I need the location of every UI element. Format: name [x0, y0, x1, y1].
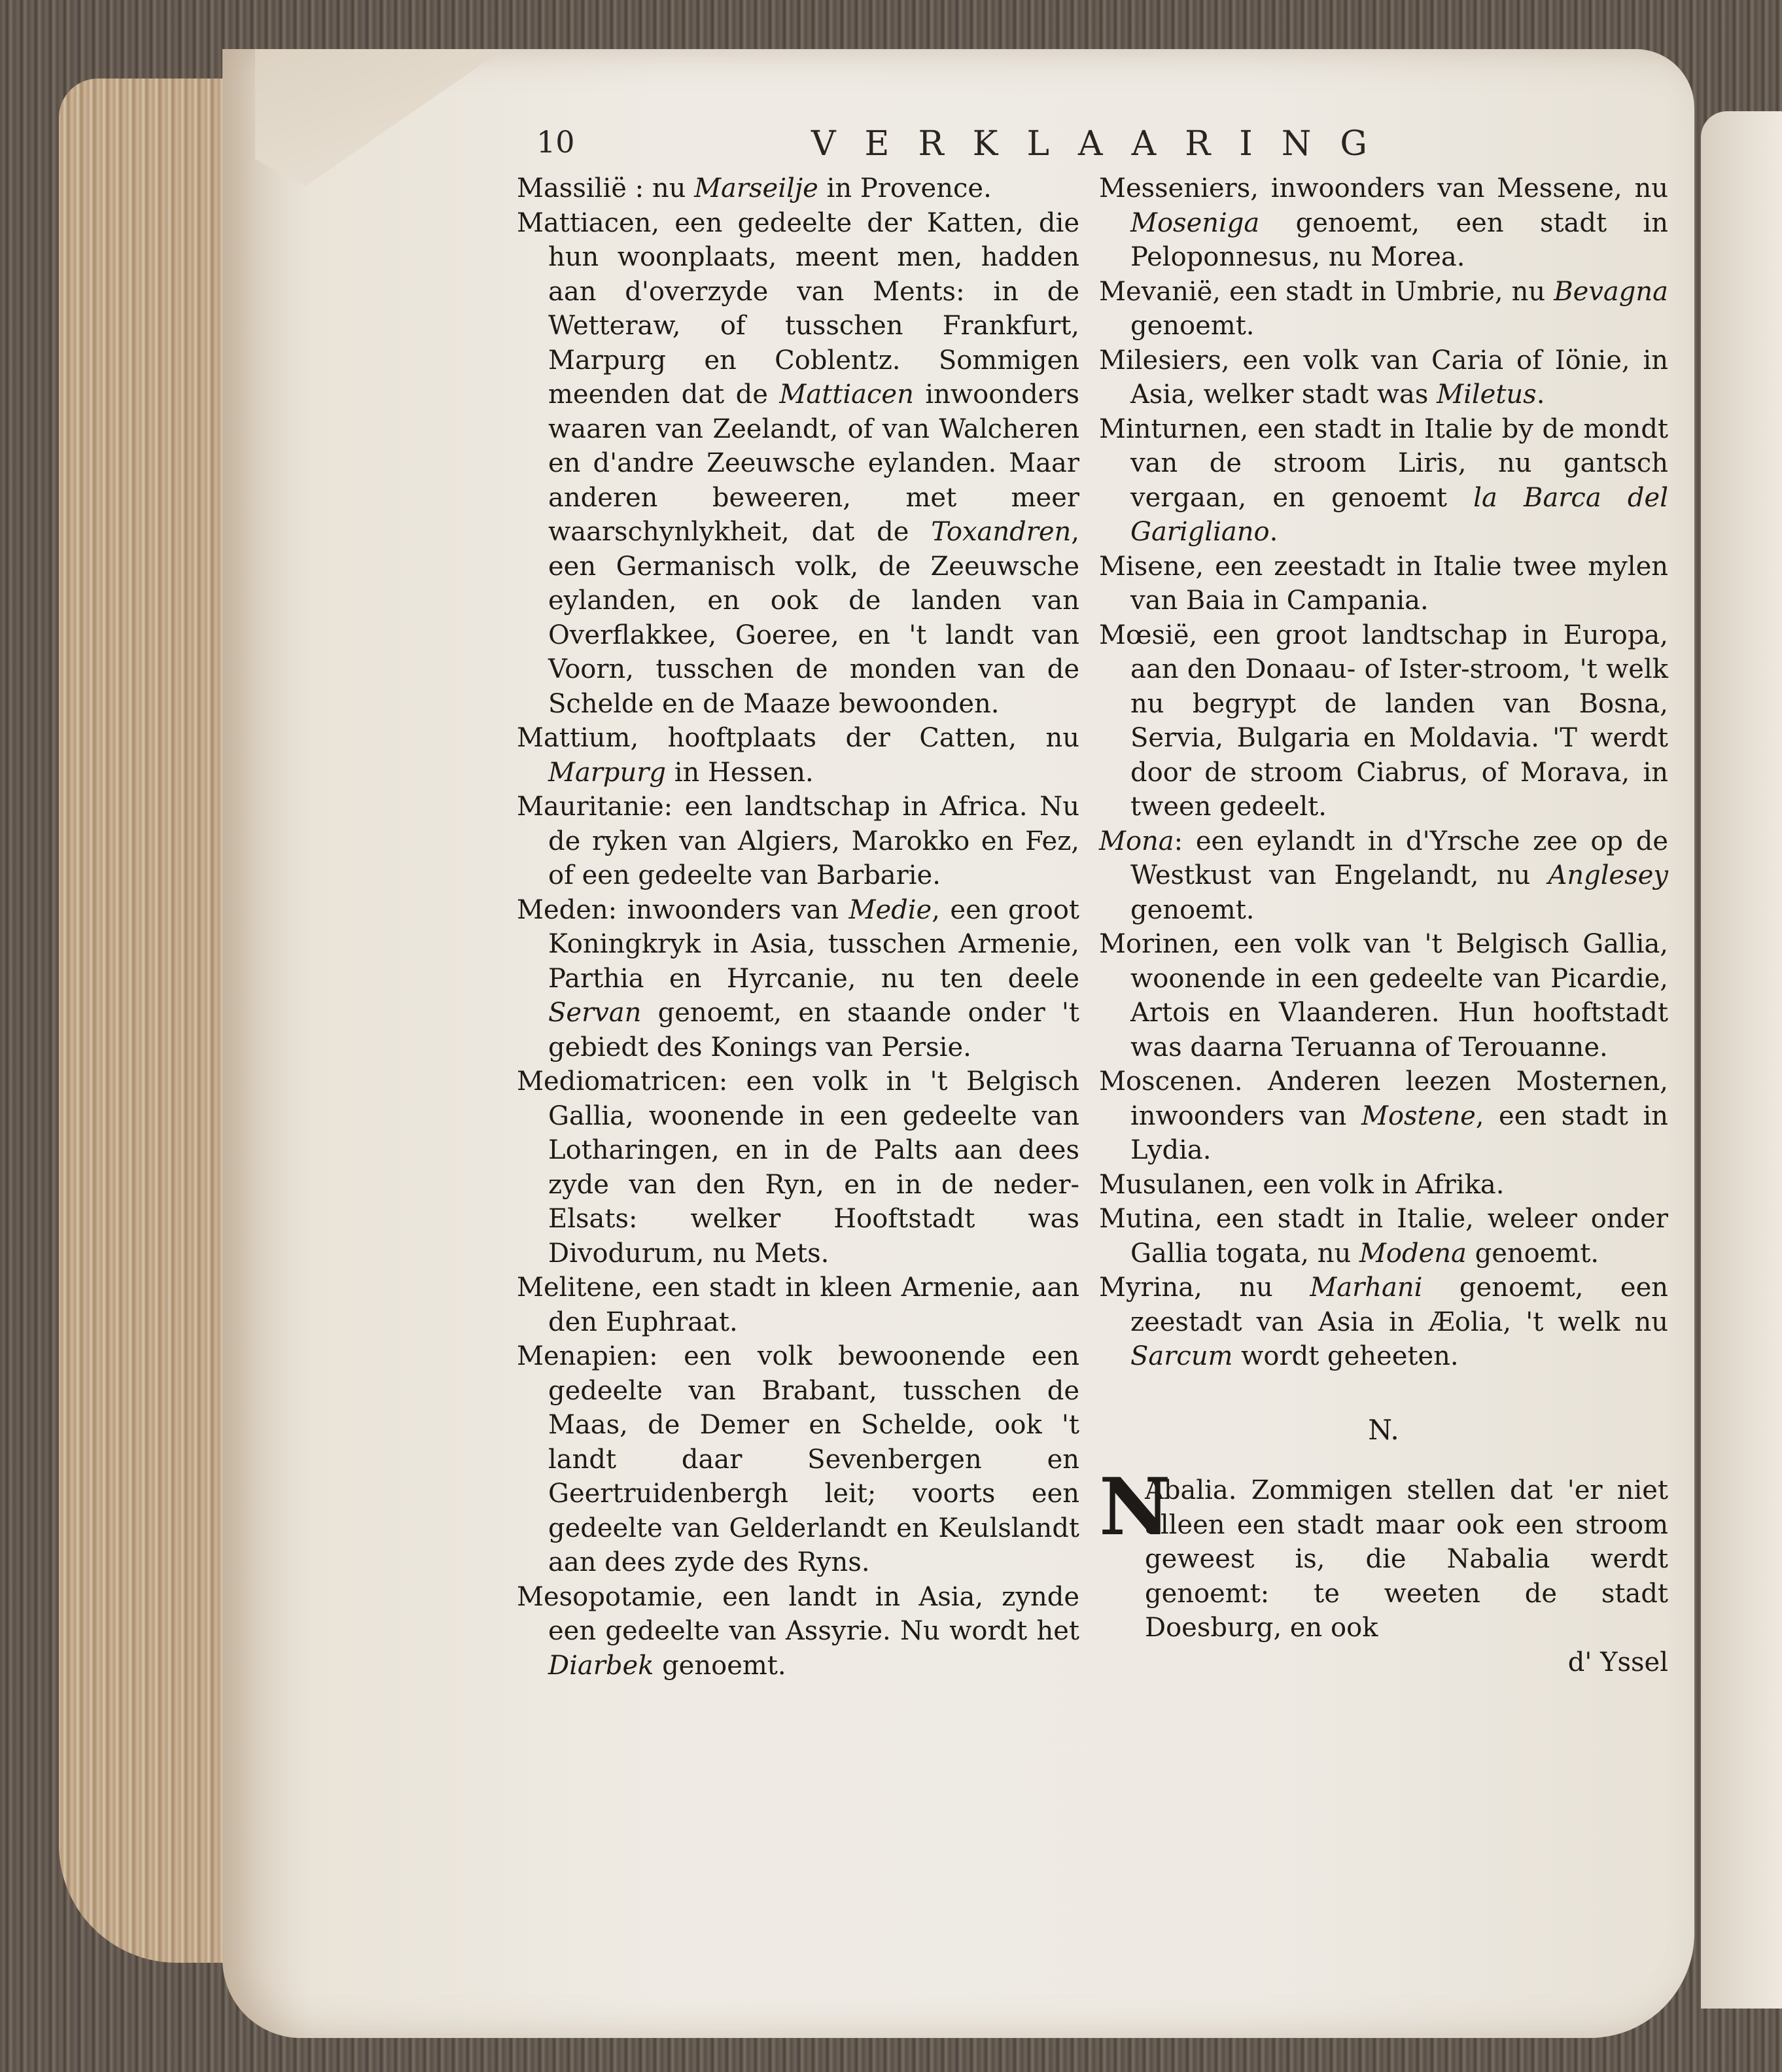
- italic-place-name: Miletus: [1437, 379, 1537, 410]
- glossary-entry: Mœsiё, een groot landtschap in Europa, aan den Donaau- of Ister-stroom, 't welk nu begrypt de landen van Bosna, Servia, Bulgaria en Moldavia. 'T werdt door de stroom Ciabrus, of Morava, in tween gedeelt.: [1099, 620, 1668, 822]
- facing-page-edge: [1701, 111, 1782, 2009]
- italic-place-name: Medie: [848, 894, 932, 925]
- glossary-entry: Musulanen, een volk in Afrika.: [1099, 1169, 1505, 1200]
- glossary-entry: Minturnen, een stadt in Italie by de mondt van de stroom Liris, nu gantsch vergaan, en genoemt la Barca del Garigliano.: [1099, 413, 1668, 547]
- page-number: 10: [536, 124, 575, 160]
- glossary-entry: Menapien: een volk bewoonende een gedeelte van Brabant, tusschen de Maas, de Demer en Schelde, ook 't landt daar Sevenbergen en Geertruidenbergh leit; voorts een gedeelte van Gelderlandt en Keulslandt aan dees zyde des Ryns.: [517, 1341, 1079, 1577]
- glossary-entry: Mutina, een stadt in Italie, weleer onder Gallia togata, nu Modena genoemt.: [1099, 1204, 1668, 1269]
- italic-place-name: Mattiacen: [779, 379, 914, 410]
- glossary-entry: Mattium, hooftplaats der Catten, nu Marpurg in Hessen.: [517, 723, 1079, 788]
- italic-place-name: Sarcum: [1130, 1341, 1233, 1371]
- right-column-entries: [1099, 171, 1668, 1374]
- catchword: d' Yssel: [1567, 1647, 1668, 1677]
- glossary-entry: Mediomatricen: een volk in 't Belgisch Gallia, woonende in een gedeelte van Lotharingen, en in de Palts aan dees zyde van den Ryn, en in de neder-Elsats: welker Hooftstadt was Divodurum, nu Mets.: [517, 1066, 1079, 1269]
- glossary-entry: Misene, een zeestadt in Italie twee mylen van Baia in Campania.: [1099, 551, 1668, 616]
- running-head: [536, 124, 1662, 170]
- glossary-entry: Messeniers, inwoonders van Messene, nu Moseniga genoemt, een stadt in Peloponnesus, nu Morea.: [1099, 173, 1668, 272]
- italic-place-name: Mostene: [1361, 1100, 1476, 1131]
- right-column: [1099, 171, 1668, 1679]
- section-letter: N.: [1368, 1413, 1399, 1446]
- italic-place-name: la Barca del Garigliano: [1130, 482, 1668, 547]
- italic-place-name: Anglesey: [1548, 860, 1668, 890]
- italic-place-name: Moseniga: [1130, 207, 1260, 238]
- glossary-entry: Milesiers, een volk van Caria of Iönie, in Asia, welker stadt was Miletus.: [1099, 345, 1668, 410]
- glossary-entry: Mevaniё, een stadt in Umbrie, nu Bevagna genoemt.: [1099, 276, 1668, 341]
- section-first-entry-text: Abalia. Zommigen stellen dat 'er niet alleen een stadt maar ook een stroom geweest is, die Nabalia werdt genoemt: te weeten de stadt Doesburg, en ook: [1145, 1475, 1668, 1643]
- italic-place-name: Marpurg: [548, 757, 667, 788]
- italic-place-name: Marhani: [1310, 1273, 1423, 1303]
- glossary-entry: Massiliё : nu Marseilje in Provence.: [517, 173, 992, 203]
- glossary-entry: Mattiacen, een gedeelte der Katten, die hun woonplaats, meent men, hadden aan d'overzyde van Ments: in de Wetteraw, of tusschen Frankfurt, Marpurg en Coblentz. Sommigen meenden dat de Mattiacen inwoonders waaren van Zeelandt, of van Walcheren en d'andre Zeeuwsche eylanden. Maar anderen beweeren, met meer waarschynlykheit, dat de Toxandren, een Germanisch volk, de Zeeuwsche eylanden, en ook de landen van Overflakkee, Goeree, en 't landt van Voorn, tusschen de monden van de Schelde en de Maaze bewoonden.: [517, 207, 1079, 719]
- glossary-entry: Morinen, een volk van 't Belgisch Gallia, woonende in een gedeelte van Picardie, Artois en Vlaanderen. Hun hooftstadt was daarna Teruanna of Terouanne.: [1099, 929, 1668, 1062]
- italic-place-name: Modena: [1359, 1238, 1467, 1269]
- left-column: [517, 171, 1079, 1683]
- glossary-entry: Mauritanie: een landtschap in Africa. Nu de ryken van Algiers, Marokko en Fez, of een gedeelte van Barbarie.: [517, 792, 1079, 890]
- section-first-entry: [1099, 1461, 1668, 1645]
- italic-place-name: Servan: [548, 998, 642, 1028]
- glossary-entry: Melitene, een stadt in kleen Armenie, aan den Euphraat.: [517, 1273, 1079, 1337]
- glossary-entry: Mesopotamie, een landt in Asia, zynde een gedeelte van Assyrie. Nu wordt het Diarbek genoemt.: [517, 1581, 1079, 1681]
- running-title: VERKLAARING: [811, 124, 1396, 164]
- italic-place-name: Toxandren: [931, 517, 1072, 547]
- italic-place-name: Bevagna: [1554, 276, 1668, 307]
- glossary-entry: Mona: een eylandt in d'Yrsche zee op de Westkust van Engelandt, nu Anglesey genoemt.: [1099, 826, 1668, 925]
- italic-place-name: Marseilje: [694, 173, 818, 203]
- italic-place-name: Mona: [1099, 826, 1174, 856]
- drop-cap: N: [1099, 1461, 1171, 1553]
- glossary-entry: Meden: inwoonders van Medie, een groot Koningkryk in Asia, tusschen Armenie, Parthia en Hyrcanie, nu ten deele Servan genoemt, en staande onder 't gebiedt des Konings van Persie.: [517, 894, 1080, 1062]
- glossary-entry: Moscenen. Anderen leezen Mosternen, inwoonders van Mostene, een stadt in Lydia.: [1099, 1066, 1669, 1165]
- glossary-entry: Myrina, nu Marhani genoemt, een zeestadt van Asia in Æolia, 't welk nu Sarcum wordt geheeten.: [1099, 1273, 1669, 1371]
- italic-place-name: Diarbek: [548, 1650, 654, 1681]
